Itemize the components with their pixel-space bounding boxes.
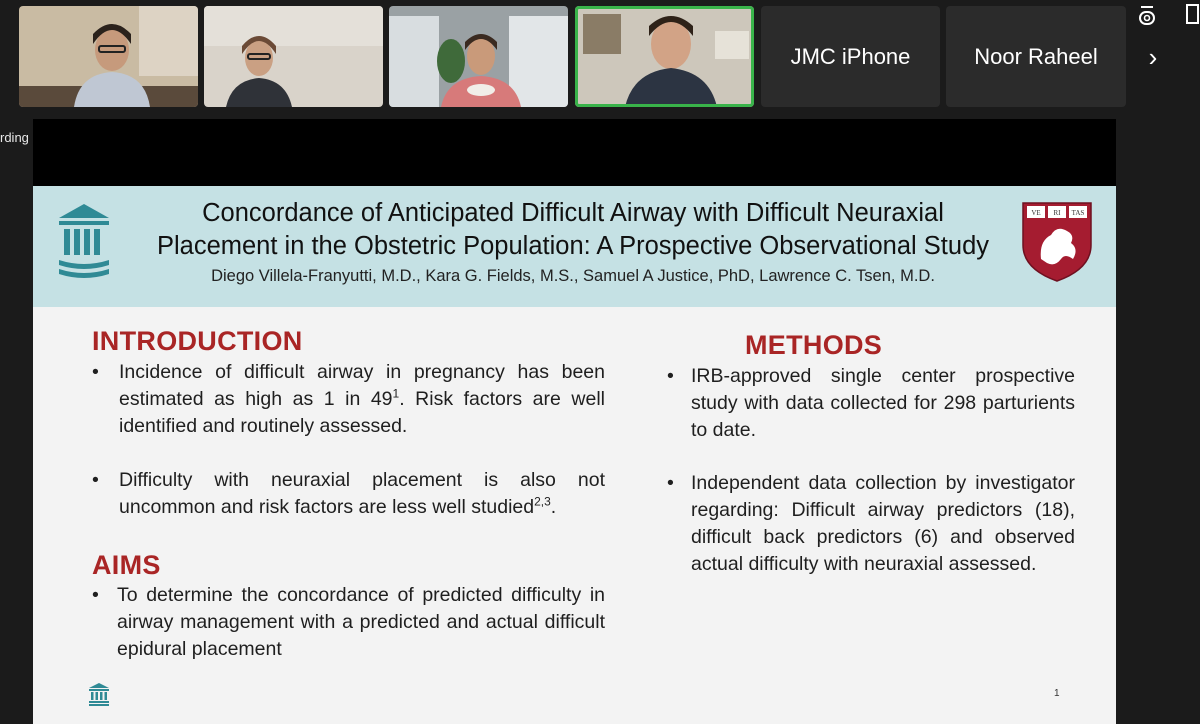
aims-heading: AIMS — [92, 550, 161, 580]
shared-slide — [33, 186, 1116, 724]
introduction-heading: INTRODUCTION — [92, 326, 303, 356]
slide-authors: Diego Villela-Franyutti, M.D., Kara G. Fields, M.S., Samuel A Justice, PhD, Lawrence C. Tsen, M.D. — [211, 267, 935, 285]
slide-title: Concordance of Anticipated Difficult Airway with Difficult Neuraxial Placement in the Obstetric Population: A Prospective Observational Study — [156, 199, 990, 260]
methods-bullet-2: • Independent data collection by investigator regarding: Difficult airway predictors (18), difficult back predictors (6) and observed actual difficulty with neuraxial assessed. — [667, 472, 1075, 575]
methods-heading: METHODS — [745, 330, 883, 360]
institution-logo-icon — [55, 200, 113, 280]
methods-bullet-1: • IRB-approved single center prospective study with data collected for 298 parturients to date. — [667, 365, 1075, 441]
bullet-icon: • — [667, 365, 674, 387]
participant-video-tile-4-active-speaker[interactable] — [575, 6, 754, 107]
introduction-bullet-1: • Incidence of difficult airway in pregnancy has been estimated as high as 1 in $49^1$. Risk factors are well identified and routinely assessed. — [92, 361, 605, 437]
participant-name: Noor Raheel — [974, 43, 1098, 69]
slide-page-number: 1 — [1054, 688, 1060, 699]
bullet-icon: • — [92, 361, 99, 383]
participant-video-tile-1[interactable] — [19, 6, 198, 107]
bullet-icon: • — [667, 472, 674, 494]
crest-text: RI — [1053, 209, 1061, 217]
harvard-crest-icon — [1021, 201, 1093, 283]
participant-name-tile-1[interactable] — [761, 6, 940, 107]
bullet-icon: • — [92, 469, 99, 491]
participant-name-tile-2[interactable] — [946, 6, 1126, 107]
participant-strip — [0, 0, 1200, 112]
aims-bullet-1: • To determine the concordance of predicted difficulty in airway management with a predicted and actual difficult epidural placement — [92, 584, 605, 660]
toolbar-partial-icon[interactable] — [1185, 3, 1200, 25]
introduction-bullet-2: • Difficulty with neuraxial placement is also not uncommon and risk factors are less well studied$^{2,3}$. — [92, 469, 605, 518]
participant-name: JMC iPhone — [790, 43, 911, 69]
next-participants-button[interactable] — [1138, 40, 1168, 74]
participant-video-tile-2[interactable] — [204, 6, 383, 107]
crest-text: TAS — [1071, 209, 1085, 217]
participant-video-tile-3[interactable] — [389, 6, 568, 107]
captions-icon[interactable] — [1137, 4, 1157, 26]
footer-logo-icon — [88, 682, 110, 706]
crest-text: VE — [1031, 209, 1041, 217]
screen-share-letterbox — [33, 119, 1116, 186]
bullet-icon: • — [92, 584, 99, 606]
recording-indicator-label: rding — [0, 130, 29, 145]
slide-header — [33, 186, 1116, 307]
chevron-right-icon: › — [1148, 41, 1158, 72]
